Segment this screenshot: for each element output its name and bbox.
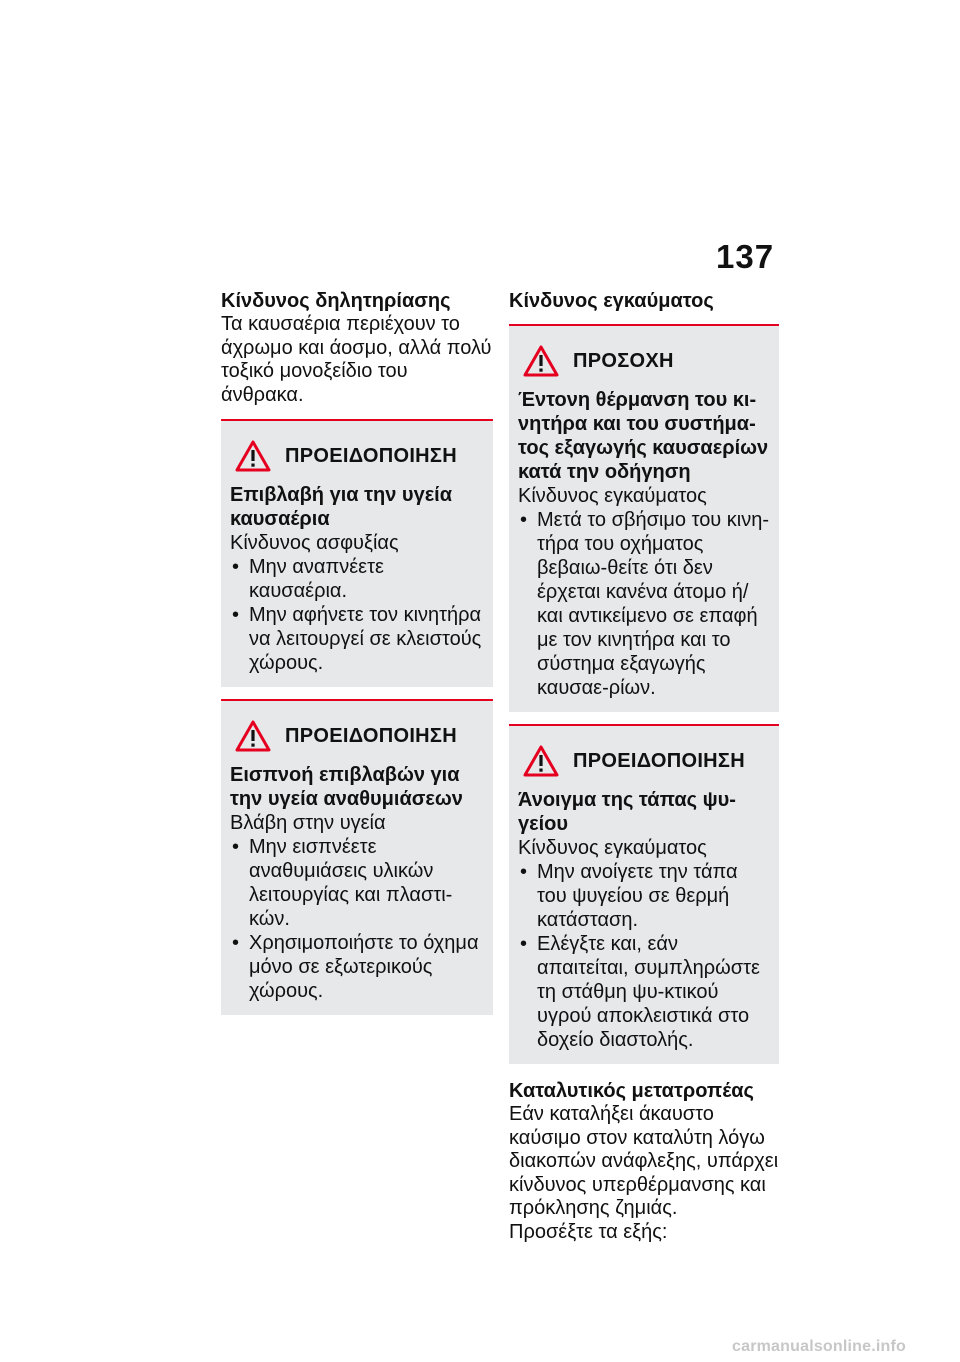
caution-subtitle: Κίνδυνος εγκαύματος bbox=[518, 485, 707, 507]
list-item: • Ελέγξτε και, εάν απαιτείται, συμπληρώστε τη στάθμη ψυ-κτικού υγρού αποκλειστικά στο δοχείο διαστολής. bbox=[518, 932, 770, 1052]
warning-box-exhaust bbox=[221, 419, 493, 687]
warning-subtitle: Κίνδυνος ασφυξίας bbox=[230, 532, 399, 555]
intro-paragraph: Τα καυσαέρια περιέχουν το άχρωμο και άοσμο, αλλά πολύ τοξικό μονοξείδιο του άνθρακα. bbox=[221, 313, 492, 406]
section-title-poisoning: Κίνδυνος δηλητηρίασης bbox=[221, 290, 451, 312]
catalyst-paragraph: Εάν καταλήξει άκαυστο καύσιμο στον καταλύτη λόγω διακοπών ανάφλεξης, υπάρχει κίνδυνος υπερθέρμανσης και πρόκλησης ζημιάς. bbox=[509, 1103, 779, 1220]
list-item: • Χρησιμοποιήστε το όχημα μόνο σε εξωτερικούς χώρους. bbox=[230, 931, 484, 1003]
watermark-text: carmanualsonline.info bbox=[732, 1338, 907, 1355]
list-item: • Μετά το σβήσιμο του κινη-τήρα του οχήματος βεβαιω-θείτε ότι δεν έρχεται κανένα άτομο ή/και αντικείμενο σε επαφή με τον κινητήρα και το σύστημα εξαγωγής καυσαε-ρίων. bbox=[518, 508, 770, 700]
warning-label: ΠΡΟΕΙΔΟΠΟΙΗΣΗ bbox=[285, 724, 457, 747]
section-title-burn: Κίνδυνος εγκαύματος bbox=[509, 290, 714, 312]
caution-box-engine-heat bbox=[509, 324, 779, 712]
left-column bbox=[221, 290, 493, 1015]
warning-triangle-icon bbox=[523, 745, 559, 777]
right-column bbox=[509, 290, 779, 1245]
warning-header bbox=[523, 744, 770, 778]
warning-title: Επιβλαβή για την υγεία καυσαέρια bbox=[230, 484, 453, 531]
warning-subtitle: Κίνδυνος εγκαύματος bbox=[518, 837, 707, 859]
list-item: • Μην αναπνέετε καυσαέρια. bbox=[230, 555, 484, 603]
warning-label: ΠΡΟΕΙΔΟΠΟΙΗΣΗ bbox=[573, 749, 745, 772]
warning-bullet-list bbox=[230, 555, 484, 675]
caution-title: Έντονη θέρμανση του κι-νητήρα και του συστήμα-τος εξαγωγής καυσαερίων κατά την οδήγηση bbox=[518, 389, 769, 483]
warning-bullet-list bbox=[518, 860, 770, 1052]
warning-box-fumes bbox=[221, 699, 493, 1015]
section-title-catalyst: Καταλυτικός μετατροπέας bbox=[509, 1080, 754, 1102]
warning-triangle-icon bbox=[235, 720, 271, 752]
warning-title: Εισπνοή επιβλαβών για την υγεία αναθυμιάσεων bbox=[230, 764, 463, 811]
caution-header bbox=[523, 344, 770, 378]
warning-box-radiator-cap bbox=[509, 724, 779, 1064]
list-item: • Μην εισπνέετε αναθυμιάσεις υλικών λειτουργίας και πλαστι-κών. bbox=[230, 835, 484, 931]
warning-header bbox=[235, 719, 484, 753]
list-item: • Μην αφήνετε τον κινητήρα να λειτουργεί σε κλειστούς χώρους. bbox=[230, 603, 484, 675]
warning-header bbox=[235, 439, 484, 473]
caution-bullet-list bbox=[518, 508, 770, 700]
catalyst-note: Προσέξτε τα εξής: bbox=[509, 1220, 668, 1243]
list-item: • Μην ανοίγετε την τάπα του ψυγείου σε θερμή κατάσταση. bbox=[518, 860, 770, 932]
warning-triangle-icon bbox=[235, 440, 271, 472]
warning-label: ΠΡΟΕΙΔΟΠΟΙΗΣΗ bbox=[285, 444, 457, 467]
warning-bullet-list bbox=[230, 835, 484, 1003]
warning-title: Άνοιγμα της τάπας ψυ-γείου bbox=[518, 789, 736, 835]
warning-subtitle: Βλάβη στην υγεία bbox=[230, 812, 386, 835]
caution-label: ΠΡΟΣΟΧΗ bbox=[573, 349, 674, 372]
warning-triangle-icon bbox=[523, 345, 559, 377]
page-number: 137 bbox=[716, 238, 775, 275]
